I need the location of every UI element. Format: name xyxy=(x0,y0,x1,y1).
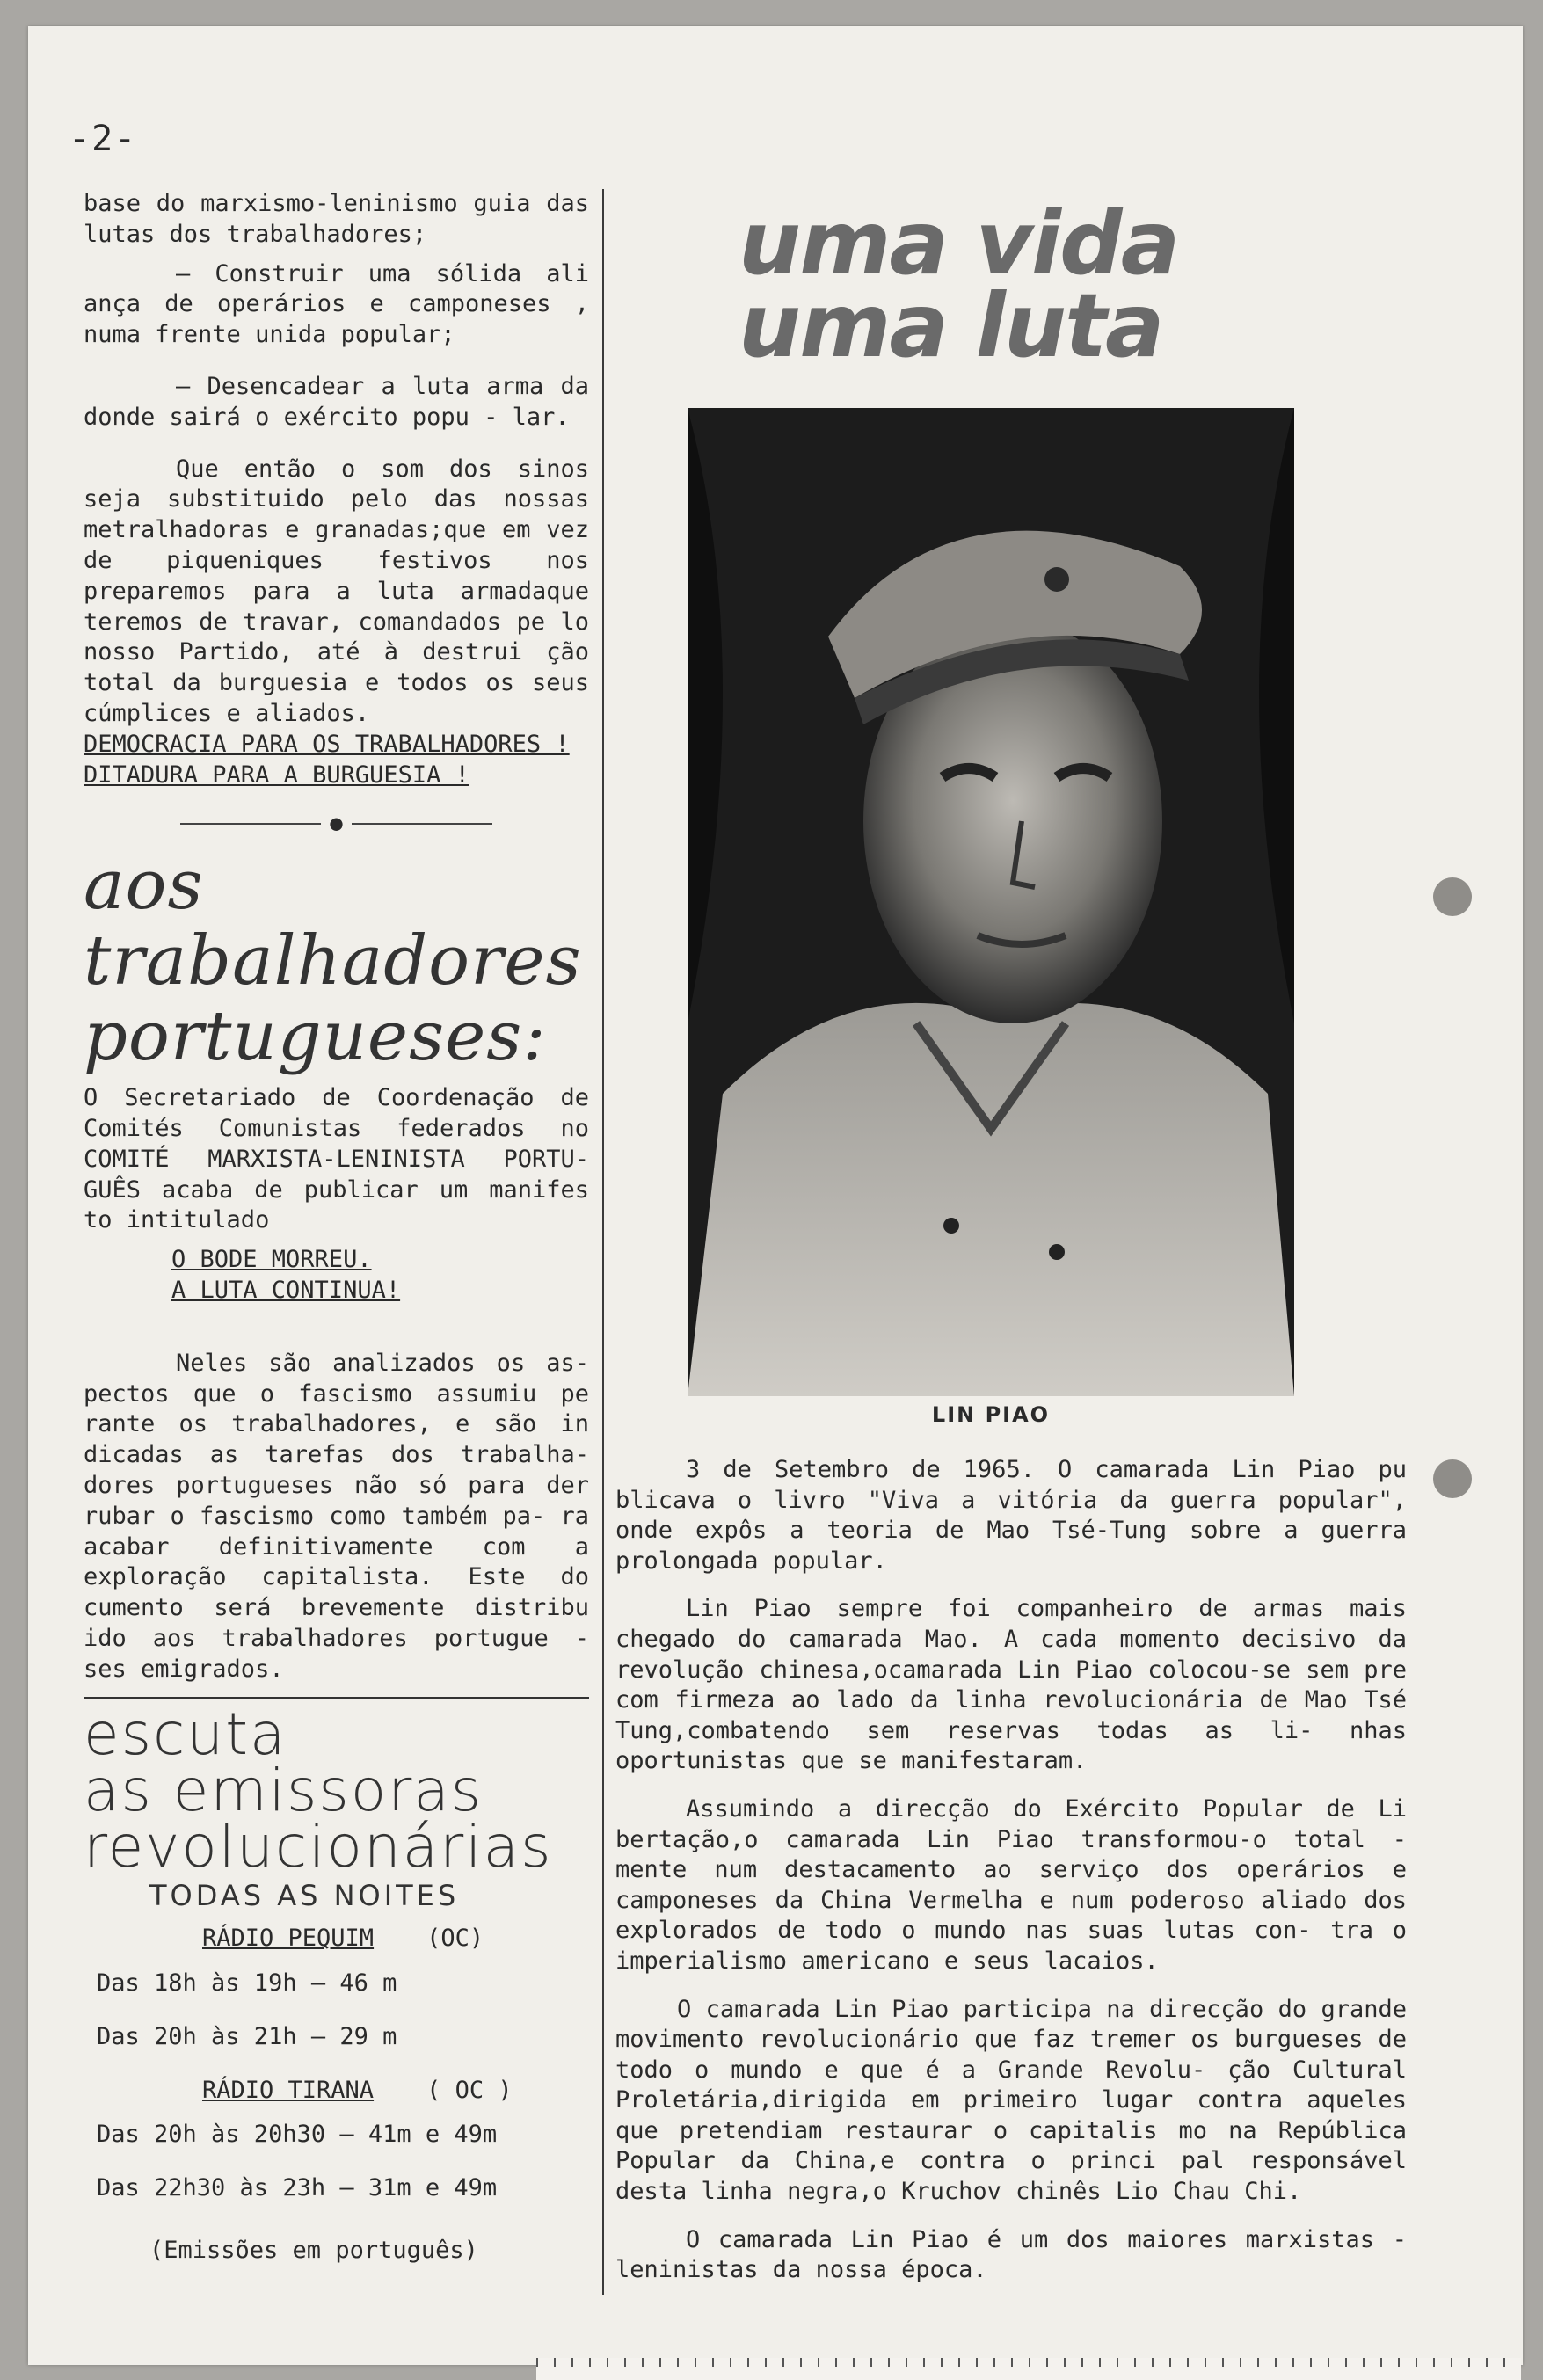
article-headline xyxy=(739,192,1354,377)
radio-pequim-heading xyxy=(202,1924,589,1954)
handwritten-line-1: aos xyxy=(84,846,204,926)
punch-hole-top xyxy=(1433,877,1472,916)
separator-dot-icon: ● xyxy=(330,811,343,836)
handwritten-heading xyxy=(84,846,589,1077)
left-paragraph-2: — Construir uma sólida ali ança de operários e camponeses , numa frente unida popular; xyxy=(84,259,589,349)
right-paragraph-5: O camarada Lin Piao é um dos maiores marxistas -leninistas da nossa época. xyxy=(615,2225,1407,2284)
handwritten-line-2: trabalhadores xyxy=(84,921,582,1001)
headline-line-2: uma luta xyxy=(739,274,1163,377)
left-column xyxy=(84,189,589,2267)
slogan-ditadura: DITADURA PARA A BURGUESIA ! xyxy=(84,761,469,789)
left-paragraph-6: Neles são analizados os as- pectos que o fascismo assumiu pe rante os trabalhadores, e são in dicadas as tarefas dos trabalha- dores portugueses não só para der rubar o fascismo como também pa- ra acabar definitivamente com a exploração capitalista. Este do cumento será brevemente distribu ido aos trabalhadores portugue - ses emigrados. xyxy=(84,1349,589,1683)
page-number: -2- xyxy=(69,119,138,159)
radio-heading-line-1: escuta xyxy=(84,1700,287,1769)
radio-pequim-name: RÁDIO PEQUIM xyxy=(202,1925,375,1953)
radio-pequim-band: (OC) xyxy=(426,1925,484,1953)
right-paragraph-1: 3 de Setembro de 1965. O camarada Lin Piao pu blicava o livro "Viva a vitória da guerra popular", onde expôs a teoria de Mao Tsé-Tung sobre a guerra prolongada popular. xyxy=(615,1456,1407,1575)
radio-heading-line-3: revolucionárias xyxy=(84,1813,553,1881)
every-night-label: TODAS AS NOITES xyxy=(149,1879,460,1913)
right-column xyxy=(615,1455,1407,2304)
radio-tirana-schedule-2: Das 22h30 às 23h — 31m e 49m xyxy=(97,2174,498,2202)
right-paragraph-3: Assumindo a direcção do Exército Popular de Li bertação,o camarada Lin Piao transformou-o total - mente num destacamento ao serviço dos operários e camponeses da China Vermelha e num poderoso aliado dos explorados de todo o mundo nas suas lutas con- tra o imperialismo americano e seus lacaios. xyxy=(615,1794,1407,1975)
radio-pequim-schedule-2: Das 20h às 21h — 29 m xyxy=(97,2022,397,2050)
left-paragraph-1: base do marxismo-leninismo guia das lutas dos trabalhadores; xyxy=(84,190,589,248)
portrait-photo xyxy=(688,408,1294,1396)
broadcast-language-note: (Emissões em português) xyxy=(149,2237,478,2265)
right-paragraph-2: Lin Piao sempre foi companheiro de armas mais chegado do camarada Mao. A cada momento decisivo da revolução chinesa,ocamarada Lin Piao colocou-se sem pre com firmeza ao lado da linha revolucionária de Mao Tsé Tung,combatendo sem reservas todas as li- nhas oportunistas que se manifestaram. xyxy=(615,1595,1407,1775)
radio-tirana-name: RÁDIO TIRANA xyxy=(202,2076,375,2104)
punch-hole-bottom xyxy=(1433,1459,1472,1498)
horizontal-rule xyxy=(84,1697,589,1699)
left-paragraph-4: Que então o som dos sinos seja substituido pelo das nossas metralhadoras e granadas;que em vez de piqueniques festivos nos preparemos para a luta armadaque teremos de travar, comandados pe lo nosso Partido, até à destrui ção total da burguesia e todos os seus cúmplices e aliados. xyxy=(84,455,589,727)
column-divider xyxy=(602,189,604,2295)
left-paragraph-5: O Secretariado de Coordenação de Comités Comunistas federados no COMITÉ MARXISTA-LENINISTA PORTU- GUÊS acaba de publicar um manifes to intitulado xyxy=(84,1084,589,1234)
scan-ruler xyxy=(536,2358,1521,2380)
manifesto-title-2: A LUTA CONTINUA! xyxy=(171,1276,401,1304)
radio-tirana-schedule-1: Das 20h às 20h30 — 41m e 49m xyxy=(97,2121,498,2149)
photo-caption: LIN PIAO xyxy=(931,1402,1051,1427)
radio-tirana-heading xyxy=(202,2076,589,2107)
left-paragraph-3: — Desencadear a luta arma da donde sairá o exército popu - lar. xyxy=(84,372,589,431)
handwritten-line-3: portugueses: xyxy=(84,997,547,1077)
radio-tirana-band: ( OC ) xyxy=(426,2076,513,2104)
headline-line-1: uma vida xyxy=(739,192,1179,295)
radio-pequim-schedule-1: Das 18h às 19h — 46 m xyxy=(97,1969,397,1998)
right-paragraph-4: O camarada Lin Piao participa na direcção do grande movimento revolucionário que faz tremer os burgueses de todo o mundo e que é a Grande Revolu- ção Cultural Proletária,dirigida em primeiro lugar contra aqueles que pretendiam restaurar o capitalis mo na República Popular da China,e contra o princi pal responsável desta linha negra,o Kruchov chinês Lio Chau Chi. xyxy=(615,1995,1407,2206)
radio-heading xyxy=(84,1700,589,1881)
manifesto-title-1: O BODE MORREU. xyxy=(171,1246,372,1274)
section-separator xyxy=(84,808,589,839)
radio-heading-line-2: as emissoras xyxy=(84,1757,484,1825)
slogan-democracia: DEMOCRACIA PARA OS TRABALHADORES ! xyxy=(84,730,570,758)
portrait-image xyxy=(688,408,1294,1396)
